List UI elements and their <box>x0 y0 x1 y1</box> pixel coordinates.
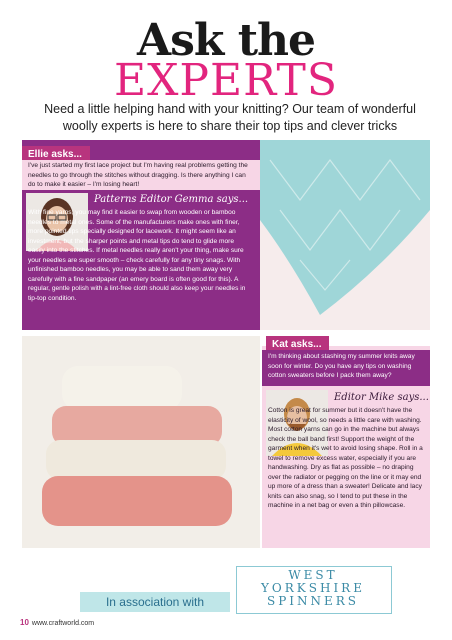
association-label: In association with <box>80 592 230 612</box>
brand-logo <box>238 569 388 608</box>
brand-line-2: YORKSHIRE <box>261 581 365 595</box>
q1-tag: Ellie asks... <box>22 146 90 163</box>
brand-line-3: SPINNERS <box>266 594 360 608</box>
title-line-2: EXPERTS <box>113 55 338 106</box>
site-url: www.craftworld.com <box>31 620 95 627</box>
intro-text: Need a little helping hand with your knitting? Our team of wonderful woolly experts is here to share their top tips and clever tricks <box>44 102 416 133</box>
page-number: 10 <box>20 618 29 627</box>
brand-line-1: WEST <box>288 568 338 582</box>
q2-question: I'm thinking about stashing my summer knits away soon for winter. Do you have any tips on washing cotton sweaters before I pack them away? <box>268 353 415 379</box>
q1-answer: With fine yarns, you may find it easier to swap from wooden or bamboo needles to metal ones. Some of the manufacturers make ones with finer, more pointed tips specially designed for lacework. It might seem like an investment, but the sharper points and metal tips do tend to glide more easily into the stitches. If metal needles really aren't your thing, make sure your needles are super smooth – check carefully for any tiny snags. With unfinished bamboo needles, you may be able to sand them away very carefully with a fine sandpaper (an emery board is often good for this). A regular, gentle polish with a lint-free cloth should also keep your needles in tip-top condition. <box>28 209 246 302</box>
q2-expert-name: Editor Mike says... <box>334 392 429 403</box>
title-line-1: Ask the <box>136 15 316 66</box>
q1-question: I've just started my first lace project but I'm having real problems getting the needles to go through the stitches without dragging. Is there anything I can do to make it easier – I'm losing heart! <box>28 162 248 188</box>
knits-photo <box>22 336 260 548</box>
q2-answer: Cotton is great for summer but it doesn't have the elasticity of wool, so needs a little care with washing. Most cotton yarns can go in the machine but always check the ball band first! Support the weight of the garment when it's wet to avoid losing shape. Roll in a towel to remove excess water, especially if you are handwashing. Dry as flat as possible – no draping over the radiator or pegging on the line or it may end up more of a dress than a sweater! Delicate and lacy knits can also snag, so I tend to put these in the machine in a net bag or even a thin pillowcase. <box>268 407 423 509</box>
lace-shawl-photo <box>260 140 430 330</box>
page-footer <box>20 618 94 627</box>
q1-expert-name: Patterns Editor Gemma says... <box>94 194 249 205</box>
q2-tag: Kat asks... <box>266 336 329 353</box>
